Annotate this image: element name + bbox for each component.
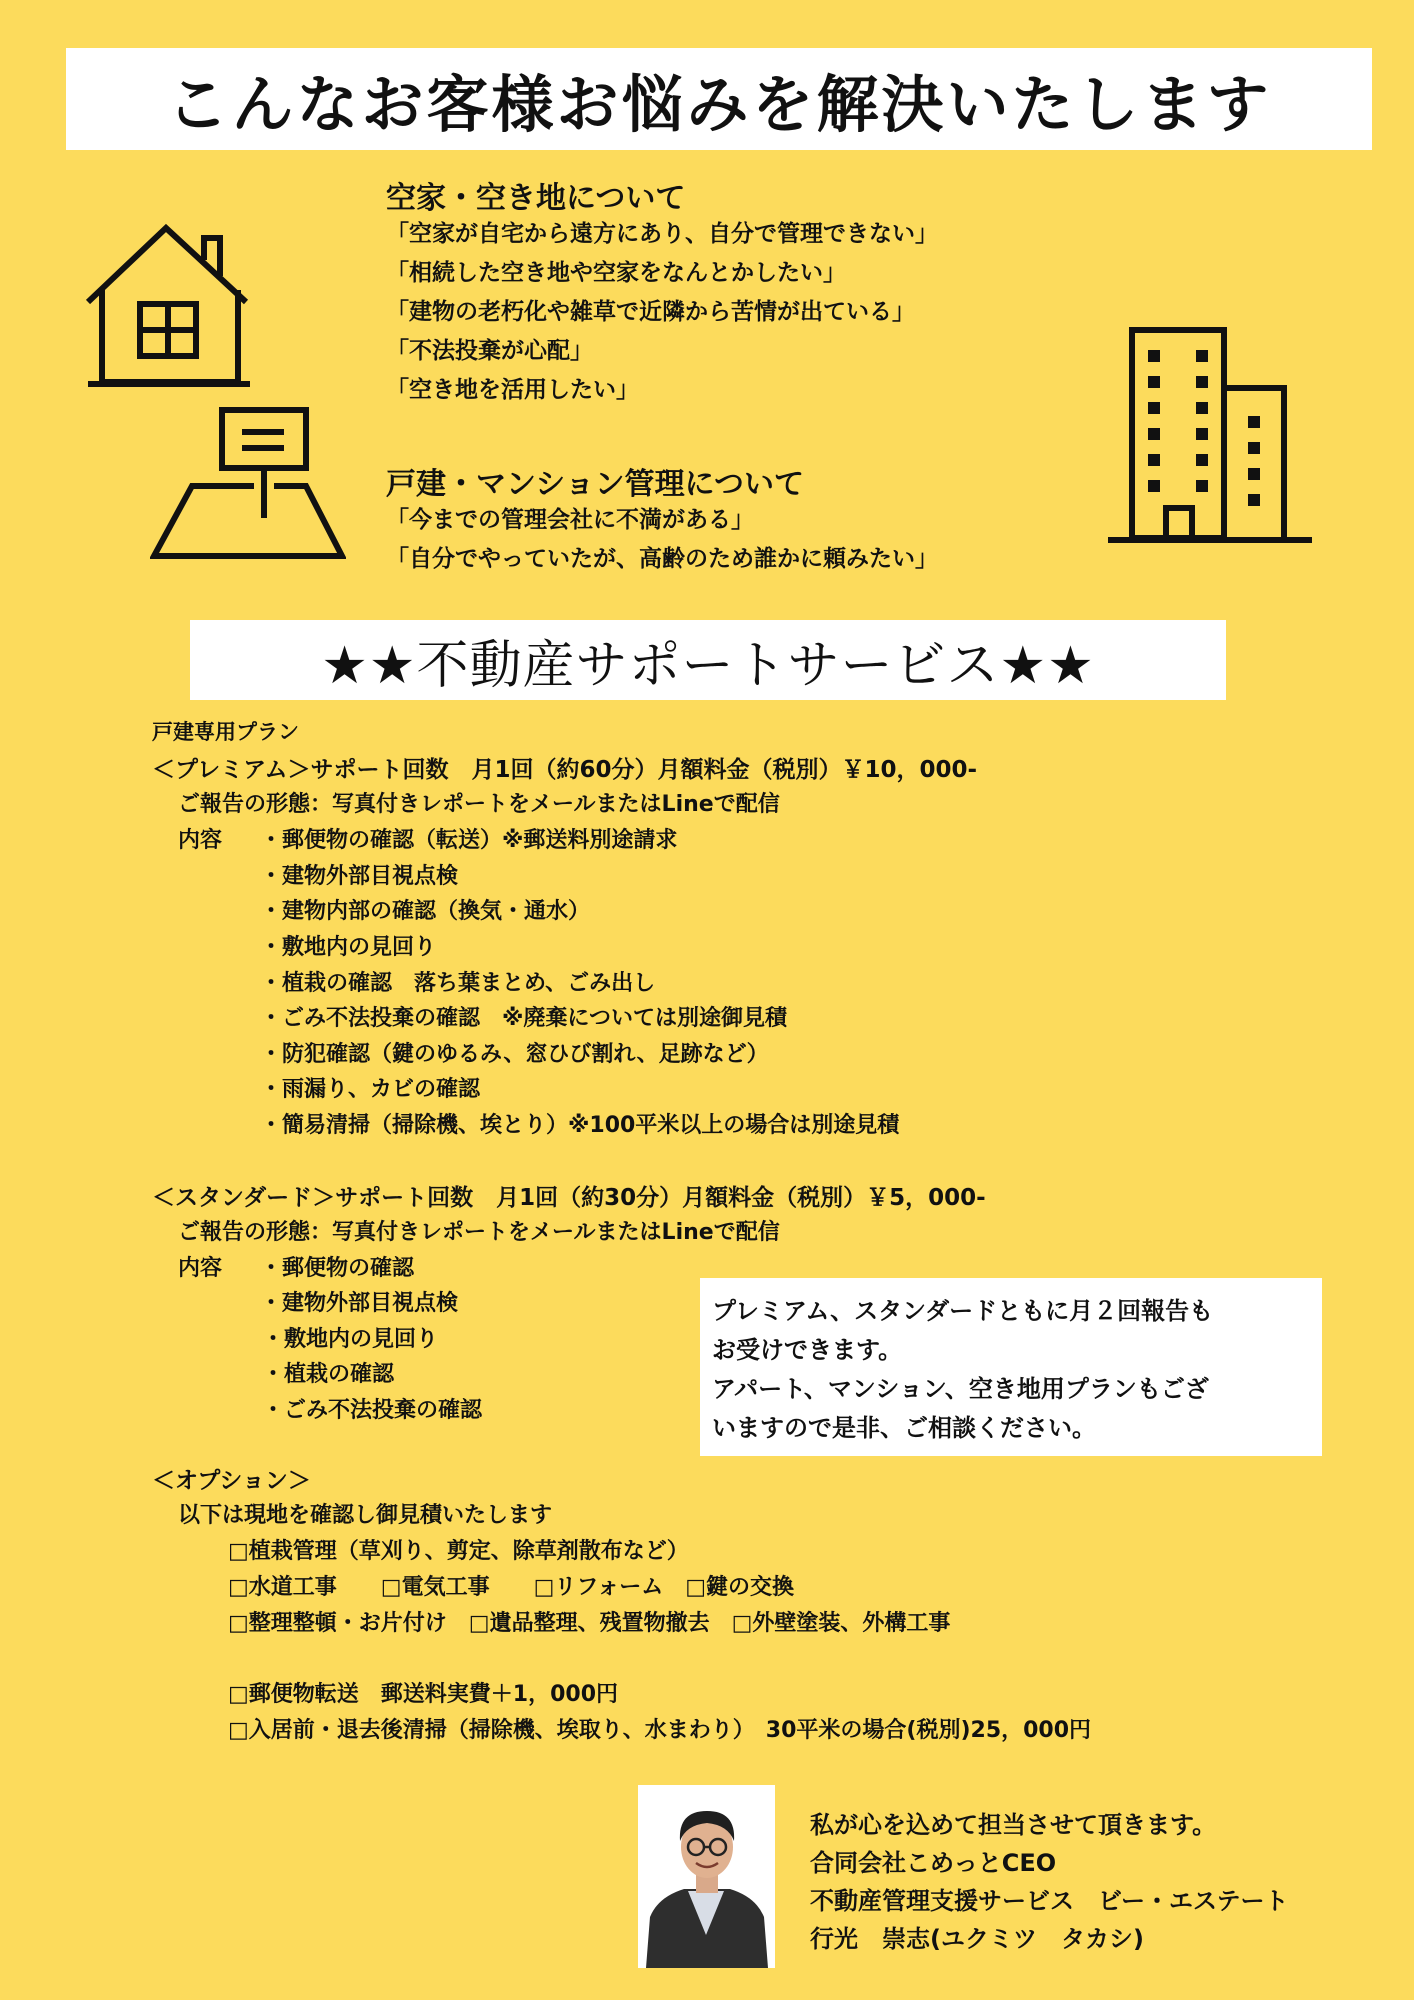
premium-item: ・ごみ不法投棄の確認 ※廃棄については別途御見積 [260, 1006, 787, 1031]
plan-category: 戸建専用プラン [152, 720, 299, 744]
standard-header: ＜スタンダード＞サポート回数 月1回（約30分）月額料金（税別）￥5，000- [152, 1185, 986, 1211]
option-line: □郵便物転送 郵送料実費＋1，000円 [228, 1682, 619, 1707]
option-intro: 以下は現地を確認し御見積いたします [178, 1503, 553, 1528]
option-line: □整理整頓・お片付け □遺品整理、残置物撤去 □外壁塗装、外構工事 [228, 1611, 951, 1636]
service-title: ★★不動産サポートサービス★★ [321, 635, 1095, 696]
section-heading: 戸建・マンション管理について [386, 467, 805, 502]
standard-item: ・郵便物の確認 [260, 1256, 415, 1281]
plans-section [150, 0, 1250, 2000]
option-line: □水道工事 □電気工事 □リフォーム □鍵の交換 [228, 1575, 795, 1600]
signature-block [810, 1806, 1289, 1958]
section-heading: 空家・空き地について [386, 181, 686, 216]
signature-line: 不動産管理支援サービス ビー・エステート [810, 1887, 1289, 1915]
premium-item: ・防犯確認（鍵のゆるみ、窓ひび割れ、足跡など） [260, 1042, 769, 1067]
standard-content-label: 内容 [178, 1256, 223, 1281]
premium-item: ・敷地内の見回り [260, 935, 437, 960]
note-line: アパート、マンション、空き地用プランもござ [712, 1375, 1209, 1403]
standard-item: ・建物外部目視点検 [260, 1291, 459, 1316]
quote-line: 「自分でやっていたが、高齢のため誰かに頼みたい」 [386, 546, 938, 572]
option-line: □植栽管理（草刈り、剪定、除草剤散布など） [228, 1539, 689, 1564]
quote-line: 「相続した空き地や空家をなんとかしたい」 [386, 260, 846, 286]
signature-line: 行光 崇志(ユクミツ タカシ) [810, 1925, 1144, 1953]
premium-header: ＜プレミアム＞サポート回数 月1回（約60分）月額料金（税別）￥10，000- [152, 757, 978, 783]
premium-item: ・建物外部目視点検 [260, 864, 459, 889]
premium-item: ・簡易清掃（掃除機、埃とり）※100平米以上の場合は別途見積 [260, 1113, 900, 1138]
signature-line: 私が心を込めて担当させて頂きます。 [810, 1811, 1217, 1839]
person-photo [638, 1785, 775, 1968]
option-line: □入居前・退去後清掃（掃除機、埃取り、水まわり） 30平米の場合(税別)25，000円 [228, 1718, 1092, 1743]
signature-line: 合同会社こめっとCEO [810, 1849, 1057, 1877]
standard-item: ・敷地内の見回り [262, 1327, 439, 1352]
quote-line: 「空家が自宅から遠方にあり、自分で管理できない」 [386, 221, 938, 247]
note-line: いますので是非、ご相談ください。 [712, 1414, 1096, 1442]
quote-line: 「空き地を活用したい」 [386, 377, 639, 403]
note-box [700, 1278, 1322, 1456]
page-title: こんなお客様お悩みを解決いたします [166, 67, 1272, 141]
premium-item: ・雨漏り、カビの確認 [260, 1077, 481, 1102]
quote-line: 「建物の老朽化や雑草で近隣から苦情が出ている」 [386, 299, 915, 325]
premium-content-label: 内容 [178, 828, 223, 853]
premium-item: ・郵便物の確認（転送）※郵送料別途請求 [260, 828, 678, 853]
note-line: プレミアム、スタンダードともに月２回報告も [712, 1297, 1214, 1325]
premium-item: ・建物内部の確認（換気・通水） [260, 899, 591, 924]
standard-report: ご報告の形態：写真付きレポートをメールまたはLineで配信 [178, 1220, 780, 1245]
premium-item: ・植栽の確認 落ち葉まとめ、ごみ出し [260, 971, 656, 996]
person-illustration [638, 1785, 775, 1968]
quote-line: 「今までの管理会社に不満がある」 [386, 507, 754, 533]
standard-item: ・ごみ不法投棄の確認 [262, 1398, 483, 1423]
premium-report: ご報告の形態：写真付きレポートをメールまたはLineで配信 [178, 792, 780, 817]
standard-item: ・植栽の確認 [262, 1362, 395, 1387]
note-line: お受けできます。 [712, 1336, 903, 1364]
option-header: ＜オプション＞ [152, 1468, 311, 1494]
quote-line: 「不法投棄が心配」 [386, 338, 593, 364]
